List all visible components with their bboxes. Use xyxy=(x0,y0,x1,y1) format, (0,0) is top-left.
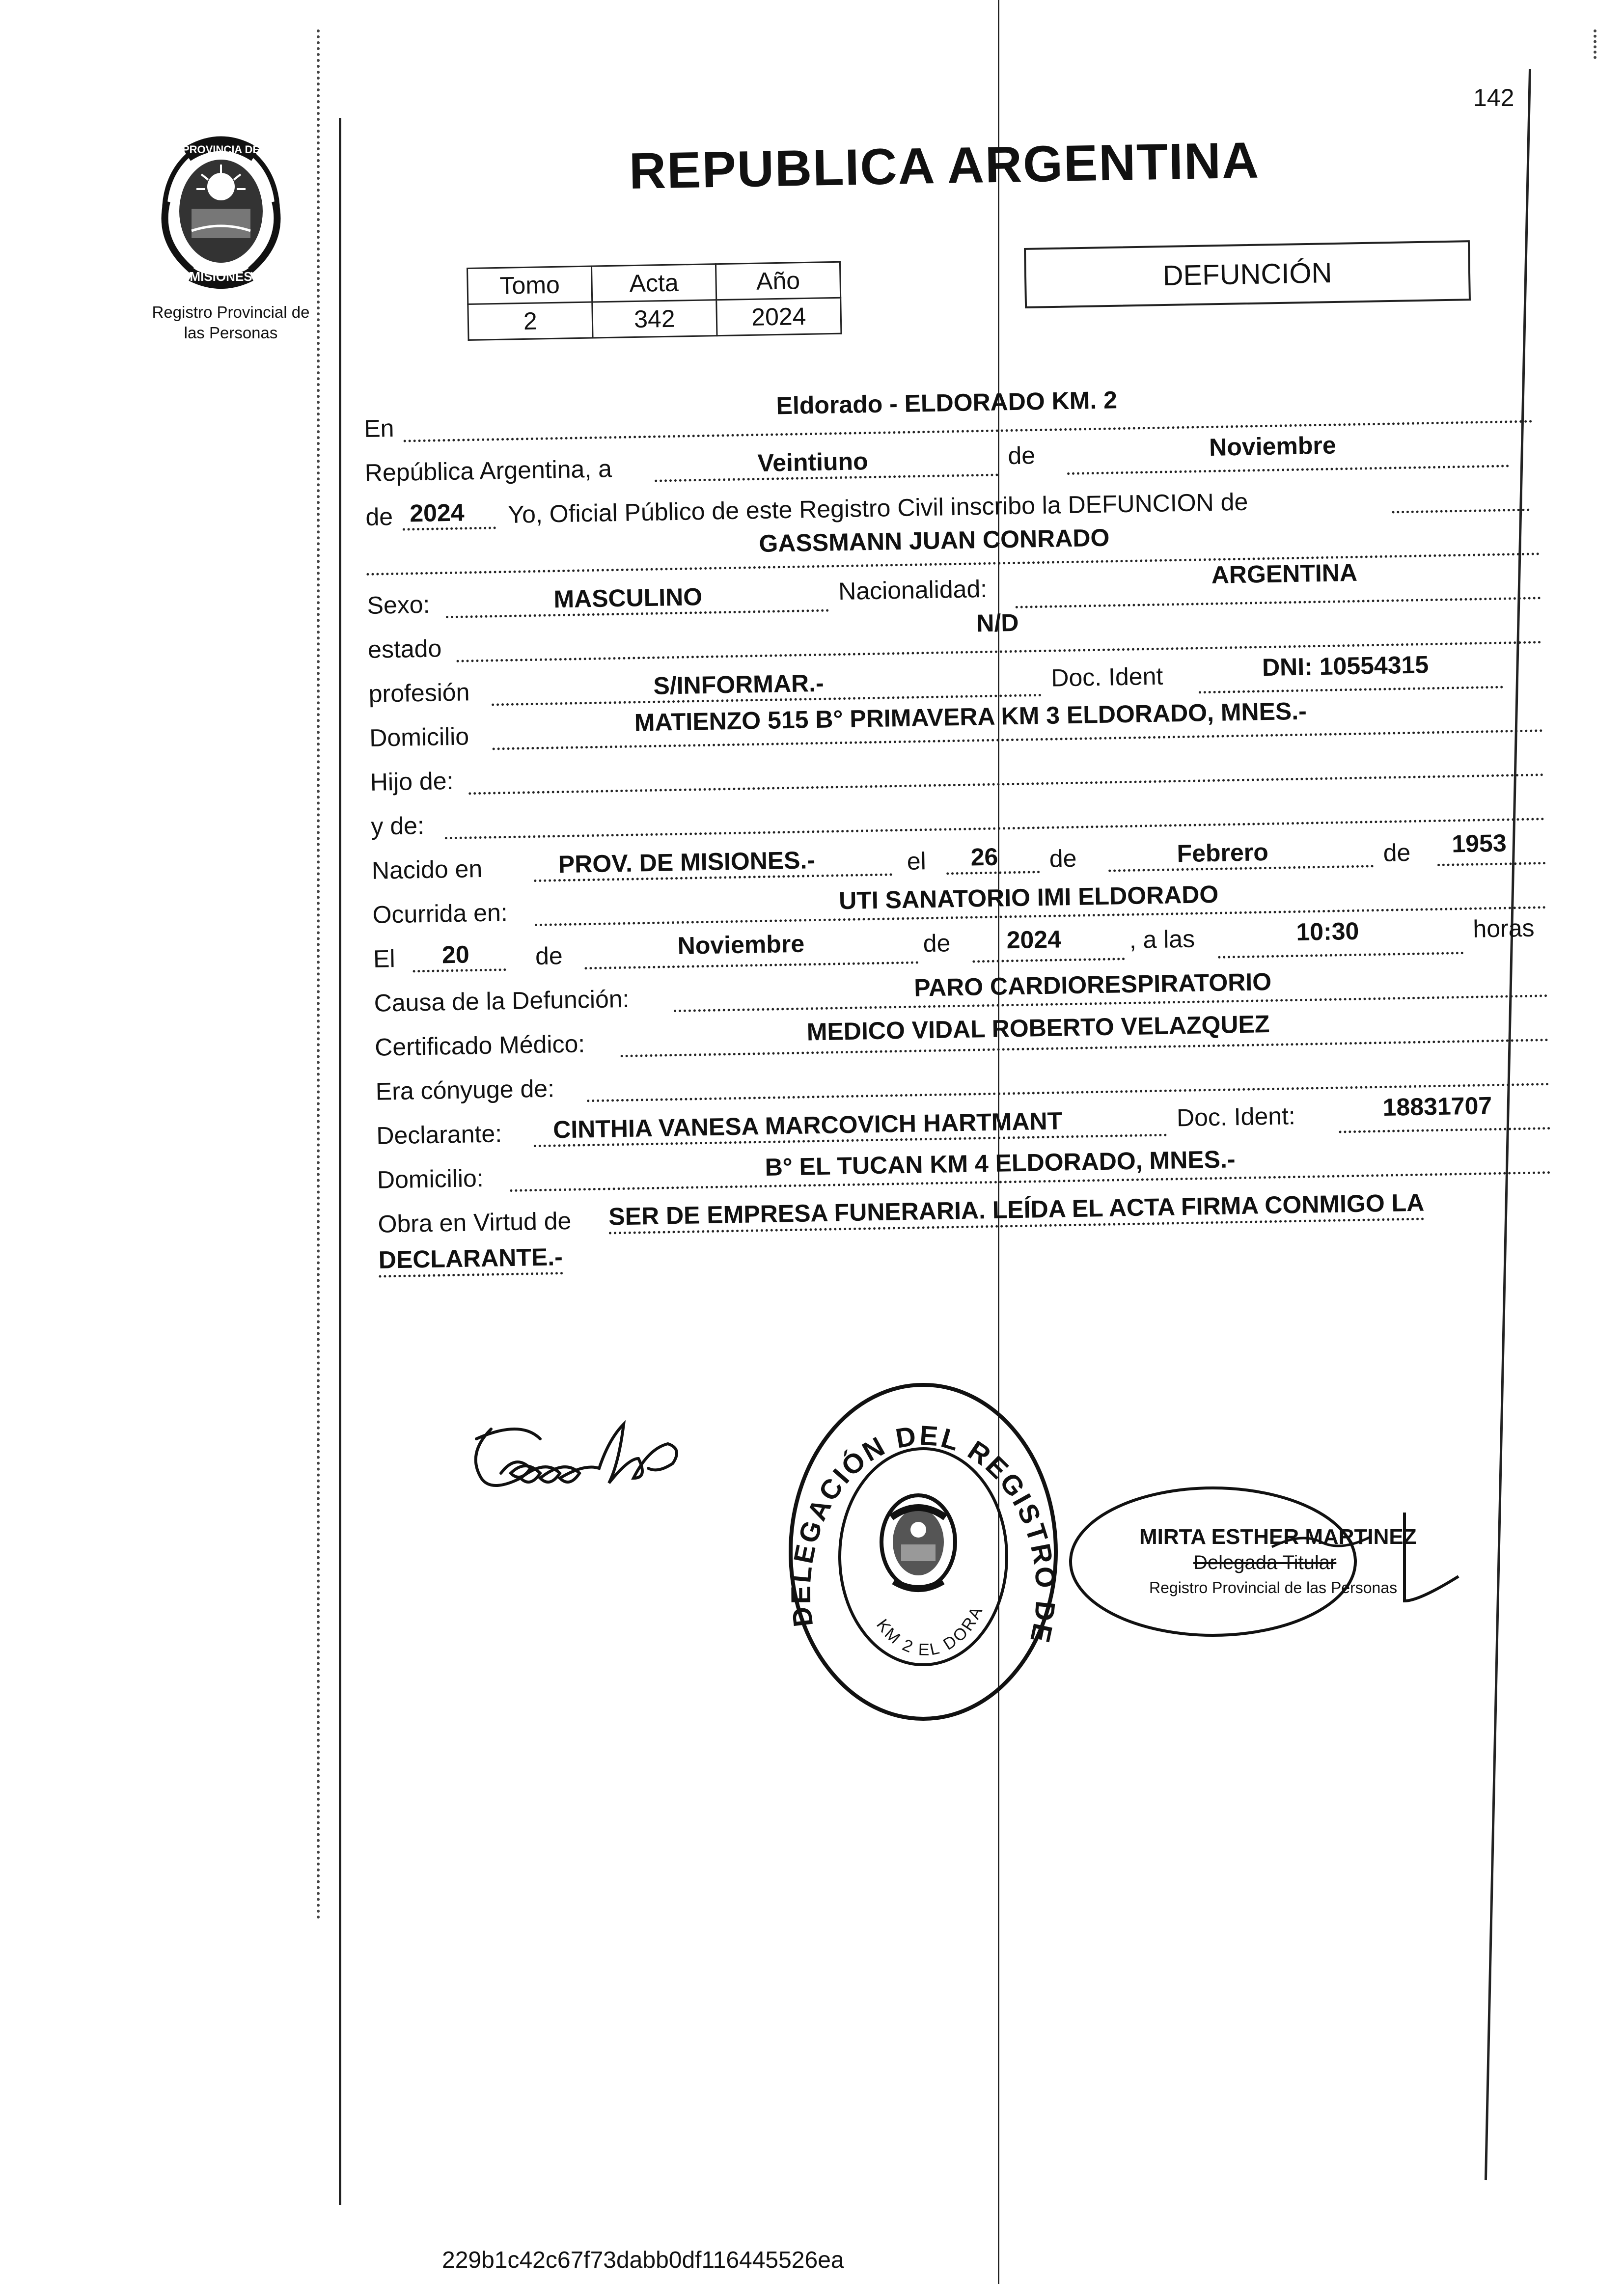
label-de-year: de xyxy=(365,502,393,531)
left-margin-rule xyxy=(339,118,341,2205)
label-doc-ident: Doc. Ident xyxy=(1050,662,1163,692)
value-obra-line1: SER DE EMPRESA FUNERARIA. LEÍDA EL ACTA FIRMA CONMIGO LA xyxy=(608,1188,1425,1235)
province-seal-emblem xyxy=(147,128,295,290)
value-causa: PARO CARDIORESPIRATORIO xyxy=(913,967,1272,1002)
official-name-stamp xyxy=(1066,1478,1468,1640)
registry-label-line2: las Personas xyxy=(184,324,278,342)
label-nacionalidad: Nacionalidad: xyxy=(838,575,988,605)
value-birth-month: Febrero xyxy=(1177,838,1269,868)
value-declarante: CINTHIA VANESA MARCOVICH HARTMANT xyxy=(552,1107,1063,1144)
value-nacido: PROV. DE MISIONES.- xyxy=(558,846,816,879)
label-el: el xyxy=(907,847,927,875)
label-domicilio-declarante: Domicilio: xyxy=(377,1164,484,1194)
round-stamp-emblem xyxy=(881,1495,955,1589)
value-deceased-name: GASSMANN JUAN CONRADO xyxy=(758,523,1110,557)
value-tomo: 2 xyxy=(468,302,593,340)
label-causa: Causa de la Defunción: xyxy=(374,985,630,1017)
value-year: 2024 xyxy=(409,498,465,527)
label-certificado: Certificado Médico: xyxy=(374,1030,585,1061)
value-month: Noviembre xyxy=(1209,431,1337,461)
value-acta: 342 xyxy=(592,300,717,338)
label-republica: República Argentina, a xyxy=(364,455,612,487)
label-de-birth-year: de xyxy=(1383,838,1411,867)
label-sexo: Sexo: xyxy=(367,590,430,619)
value-ocurrida: UTI SANATORIO IMI ELDORADO xyxy=(838,880,1219,915)
label-de-month: de xyxy=(1007,441,1036,470)
value-en: Eldorado - ELDORADO KM. 2 xyxy=(776,386,1118,420)
label-hijo: Hijo de: xyxy=(370,767,454,796)
value-death-day: 20 xyxy=(441,940,470,969)
label-a-las: , a las xyxy=(1129,925,1195,954)
stamp-official-office: Registro Provincial de las Personas xyxy=(1149,1579,1398,1596)
label-official-text: Yo, Oficial Público de este Registro Civil inscribo la DEFUNCION de xyxy=(507,488,1248,528)
seal-text-bottom: MISIONES xyxy=(190,269,252,284)
stamp-official-name: MIRTA ESTHER MARTINEZ xyxy=(1139,1525,1417,1549)
label-doc-ident-declarante: Doc. Ident: xyxy=(1176,1102,1296,1132)
label-en: En xyxy=(363,414,394,442)
value-sexo: MASCULINO xyxy=(553,583,703,613)
value-death-time: 10:30 xyxy=(1295,917,1359,946)
value-death-month: Noviembre xyxy=(677,930,805,960)
label-declarante: Declarante: xyxy=(376,1120,502,1150)
round-stamp-inner-text: KM 2 EL DORA xyxy=(873,1602,987,1659)
header-tomo: Tomo xyxy=(468,266,592,304)
label-horas: horas xyxy=(1472,914,1535,943)
label-el-death: El xyxy=(373,945,396,973)
label-de-death-year: de xyxy=(923,929,951,958)
value-nacionalidad: ARGENTINA xyxy=(1211,558,1358,589)
header-acta: Acta xyxy=(591,264,716,302)
label-ocurrida: Ocurrida en: xyxy=(372,899,508,929)
document-hash: 229b1c42c67f73dabb0df116445526ea xyxy=(442,2247,844,2273)
delegation-round-stamp xyxy=(786,1380,1061,1724)
label-de-death-month: de xyxy=(535,942,563,970)
label-nacido: Nacido en xyxy=(371,854,483,884)
scan-dots-right xyxy=(1594,29,1599,59)
round-stamp-outer-text: DELEGACIÓN DEL REGISTRO DE xyxy=(786,1419,1061,1647)
label-obra: Obra en Virtud de xyxy=(378,1207,572,1238)
value-day-words: Veintiuno xyxy=(757,447,869,477)
label-profesion: profesión xyxy=(368,678,470,708)
value-profesion: S/INFORMAR.- xyxy=(653,669,825,700)
stamp-official-role: Delegada Titular xyxy=(1193,1552,1337,1573)
value-estado: N/D xyxy=(976,608,1019,637)
value-birth-day: 26 xyxy=(970,843,998,871)
value-obra-line2: DECLARANTE.- xyxy=(378,1242,563,1278)
value-doc-ident-declarante: 18831707 xyxy=(1382,1092,1492,1121)
reference-table xyxy=(467,261,842,341)
reference-table-header-row xyxy=(468,262,841,304)
label-conyuge: Era cónyuge de: xyxy=(375,1074,555,1105)
value-domicilio-declarante: B° EL TUCAN KM 4 ELDORADO, MNES.- xyxy=(765,1145,1236,1181)
seal-text-top: PROVINCIA DE xyxy=(182,143,260,156)
label-y-de: y de: xyxy=(370,811,425,840)
reference-table-value-row xyxy=(468,298,841,340)
record-type-box: DEFUNCIÓN xyxy=(1024,240,1471,308)
declarant-signature xyxy=(462,1409,707,1517)
registry-label-line1: Registro Provincial de xyxy=(152,303,310,321)
document-title: REPUBLICA ARGENTINA xyxy=(629,132,1260,200)
certificate-form xyxy=(363,372,1542,1274)
header-anio: Año xyxy=(716,262,840,300)
value-domicilio: MATIENZO 515 B° PRIMAVERA KM 3 ELDORADO, MNES.- xyxy=(634,697,1307,737)
registry-label xyxy=(123,302,339,343)
value-birth-year: 1953 xyxy=(1451,829,1507,858)
page-number: 142 xyxy=(1473,84,1514,111)
value-certificado: MEDICO VIDAL ROBERTO VELAZQUEZ xyxy=(806,1010,1270,1046)
fill-official-end xyxy=(1391,479,1529,514)
value-death-year: 2024 xyxy=(1006,925,1062,954)
value-anio: 2024 xyxy=(716,298,841,335)
label-de-birth-month: de xyxy=(1049,844,1077,873)
value-doc-ident: DNI: 10554315 xyxy=(1262,651,1429,682)
label-domicilio: Domicilio xyxy=(369,722,469,752)
label-estado: estado xyxy=(367,634,442,663)
